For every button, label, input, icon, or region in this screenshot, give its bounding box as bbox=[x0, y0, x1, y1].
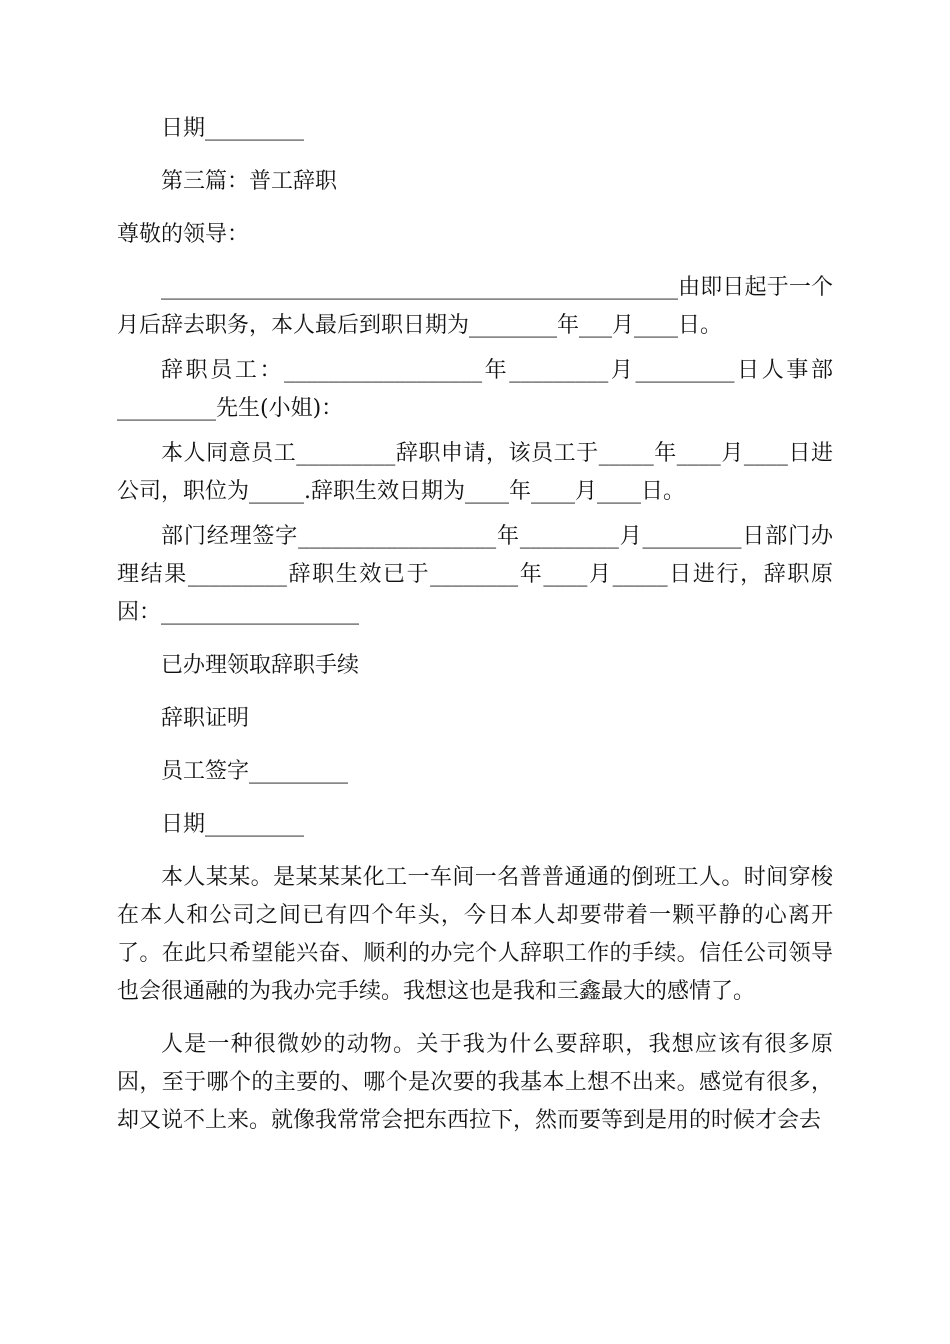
resignation-paragraph: _______________________________________________由即日起于一个月后辞去职务，本人最后到职日期为________年___月____日。 bbox=[117, 275, 833, 338]
personal-paragraph: 本人某某。是某某某化工一车间一名普普通通的倒班工人。时间穿梭在本人和公司之间已有四个年头，今日本人却要带着一颗平静的心离开了。在此只希望能兴奋、顺利的办完个人辞职工作的手续。信任公司领导也会很通融的为我办完手续。我想这也是我和三鑫最大的感情了。 bbox=[117, 865, 833, 1004]
document-page bbox=[117, 110, 833, 1140]
manager-paragraph: 部门经理签字__________________年_________月_________日部门办理结果_________辞职生效已于________年____月_____日进行，辞职原因：__________________ bbox=[117, 524, 833, 625]
employee-signature-line: 员工签字_________ bbox=[161, 759, 349, 784]
handled-line: 已办理领取辞职手续 bbox=[161, 653, 360, 678]
date-line-top: 日期_________ bbox=[161, 116, 305, 141]
section-heading: 第三篇：普工辞职 bbox=[161, 169, 338, 194]
employee-hr-paragraph: 辞职员工：__________________年_________月_________日人事部_________先生(小姐)： bbox=[117, 358, 833, 421]
date-line-bottom: 日期_________ bbox=[161, 812, 305, 837]
certificate-title: 辞职证明 bbox=[161, 706, 250, 731]
salutation: 尊敬的领导： bbox=[117, 222, 250, 247]
reason-paragraph: 人是一种很微妙的动物。关于我为什么要辞职，我想应该有很多原因，至于哪个的主要的、哪个是次要的我基本上想不出来。感觉有很多，却又说不上来。就像我常常会把东西拉下，然而要等到是用的时候才会去 bbox=[117, 1032, 833, 1133]
approval-paragraph: 本人同意员工_________辞职申请，该员工于_____年____月____日进公司，职位为_____.辞职生效日期为____年____月____日。 bbox=[117, 441, 833, 504]
